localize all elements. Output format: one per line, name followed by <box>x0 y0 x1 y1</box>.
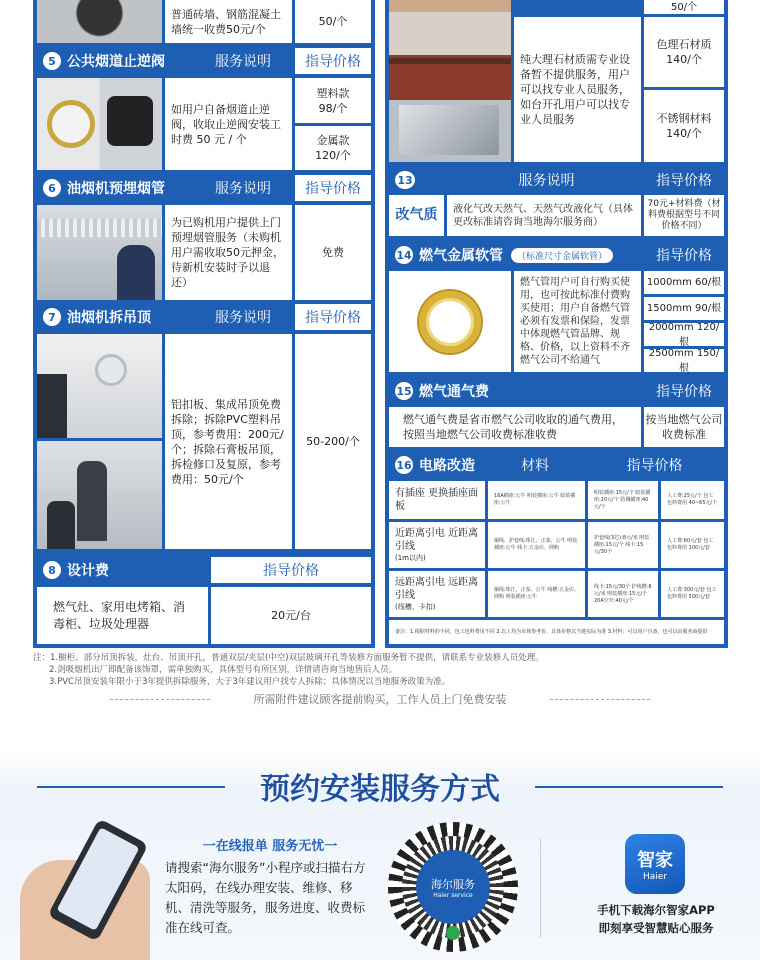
section-6-col-desc: 服务说明 <box>191 175 295 201</box>
section-7-price: 50-200/个 <box>295 334 371 549</box>
s16-notes: 备注：1.根据材料的不同，包工包料费用不同 2.以上均为市场参考价，具体价格以当地实际为准 3.材料：可以用户自备，也可以由服务商提供 <box>389 620 724 644</box>
section-16-col-material: 材料 <box>485 452 585 478</box>
wall-drill-desc: 普通砖墙、钢筋混凝土墙统一收费50元/个 <box>165 0 292 43</box>
countertop-desc: 纯大理石材质需专业设备暂不提供服务，用户可以找专业人员服务，如台开孔用户可以找专业人员服务 <box>514 17 641 162</box>
attach-note: 所需附件建议顾客提前购买，工作人员上门免费安装 <box>253 693 507 706</box>
section-14-price-2: 1500mm 90/根 <box>644 297 724 320</box>
phone-hand-illustration <box>0 820 150 960</box>
section-7-desc: 铝扣板、集成吊顶免费拆除；拆除PVC塑料吊顶，参考费用：200元/个；拆除石膏板吊顶，拆检修口及复原，参考费用：50元/个 <box>165 334 292 549</box>
qr-label-cn: 海尔服务 <box>431 877 475 891</box>
s16-row1-material: 16A插座:公牛 明装插座:公牛 暗装插座:公牛 <box>488 481 585 519</box>
section-13-desc: 液化气改天然气、天然气改液化气（具体更改标准请咨询当地海尔服务商） <box>447 195 641 236</box>
qr-sun-code <box>388 822 518 952</box>
booking-title-line-right <box>535 786 723 788</box>
s16-row2-label: 近距离引电 近距离引线 (1m以内) <box>389 522 485 568</box>
booking-title-line-left <box>37 786 225 788</box>
section-14-price-4: 2500mm 150/根 <box>644 349 724 372</box>
section-5-col-price: 指导价格 <box>295 48 371 74</box>
section-13-price: 70元+材料费（材料费根据型号不同价格不同） <box>644 195 724 236</box>
app-icon-text: 智家 <box>637 850 673 871</box>
app-icon-brand: Haier <box>642 872 668 882</box>
section-5-col-desc: 服务说明 <box>191 48 295 74</box>
footnotes <box>33 652 733 688</box>
section-14-title: 14 燃气金属软管 （标准尺寸金属软管） <box>389 242 644 268</box>
section-5-desc: 如用户自备烟道止逆阀，收取止逆阀安装工时费 50 元 / 个 <box>165 78 292 170</box>
check-valve-photo <box>37 78 162 170</box>
section-13-num: 13 <box>389 168 449 192</box>
app-download-line2: 即刻享受智慧贴心服务 <box>598 921 714 935</box>
qr-label-en: Haier service <box>433 891 473 899</box>
section-15-desc: 燃气通气费是省市燃气公司收取的通气费用，按照当地燃气公司收费标准收费 <box>389 407 641 447</box>
s16-row3-material: 铜线:珠江、正泰、公牛 线槽:五金店、网购 明装插座:公牛 <box>488 571 585 617</box>
section-7-title: 7 油烟机拆吊顶 <box>37 304 191 330</box>
section-14-price-3: 2000mm 120/根 <box>644 323 724 346</box>
s16-row1-price1: 明装插座:15元/个 暗装插座:20元/个 防溅插座:40元/个 <box>588 481 658 519</box>
s16-row3-price1: 线卡:15元/30个 护线槽:8元/米 明装插座:15元/个 20A空开:40元/个 <box>588 571 658 617</box>
section-6-col-price: 指导价格 <box>295 175 371 201</box>
wall-drill-photo <box>37 0 162 43</box>
duct-install-photo <box>37 205 162 300</box>
section-6-price: 免费 <box>295 205 371 300</box>
section-15-price: 按当地燃气公司收费标准 <box>644 407 724 447</box>
section-7-col-desc: 服务说明 <box>191 304 295 330</box>
section-8-title: 8 设计费 <box>37 557 211 583</box>
s16-row3-label: 远距离引电 远距离引线 (线槽、卡扣) <box>389 571 485 617</box>
wall-drill-price: 50/个 <box>295 0 371 43</box>
booking-slogan: 一在线报单 服务无忧一 <box>202 839 338 854</box>
section-6-desc: 为已购机用户提供上门预埋烟管服务（未购机用户需收取50元押金，待新机安装时予以退还） <box>165 205 292 300</box>
countertop-price-steel: 不锈钢材料 140/个 <box>644 90 724 162</box>
section-15-title: 15 燃气通气费 <box>389 378 644 404</box>
section-8-desc: 燃气灶、家用电烤箱、消毒柜、垃圾处理器 <box>37 587 208 644</box>
booking-divider <box>540 838 541 938</box>
section-8-price: 20元/台 <box>211 587 371 644</box>
s16-row2-material: 铜线、护套线:珠江、正泰、公牛 明装插座:公牛 线卡:五金店、网购 <box>488 522 585 568</box>
section-7-col-price: 指导价格 <box>295 304 371 330</box>
section-5-price-metal: 金属款 120/个 <box>295 126 371 170</box>
app-download-line1: 手机下载海尔智家APP <box>597 903 715 917</box>
footnote-3: 3.PVC吊顶安装年限小于3年提供拆除服务，大于3年建议用户找专人拆除；具体情况以当地服务政策为准。 <box>49 677 451 687</box>
section-14-price-1: 1000mm 60/根 <box>644 271 724 294</box>
footnote-1: 注：1.橱柜、部分吊顶拆装，灶台、吊顶开孔，普通双层/夹层(中空)双层玻璃开孔等装修方面服务暂不提供，请联系专业装修人员处理。 <box>33 653 544 663</box>
section-6-title: 6 油烟机预埋烟管 <box>37 175 191 201</box>
gas-hose-photo <box>389 271 511 372</box>
ceiling-removal-photo-1 <box>37 334 162 438</box>
haier-app-icon[interactable] <box>625 834 685 894</box>
section-14-col-price: 指导价格 <box>644 242 724 268</box>
section-14-desc: 燃气管用户可自行购买使用，也可按此标准付费购买使用；用户自备燃气管必须有发票和保险，发票中体现燃气管品牌、规格、价格，以上资料不齐燃气公司不给通气 <box>514 271 641 372</box>
s16-row2-price2: 人工费:60元/套 包工包料费用 100元/套 <box>661 522 724 568</box>
section-16-title: 16 电路改造 <box>389 452 485 478</box>
section-15-col-price: 指导价格 <box>644 378 724 404</box>
mini-program-icon <box>446 926 460 940</box>
section-16-col-price: 指导价格 <box>585 452 724 478</box>
booking-title: 预约安装服务方式 <box>260 772 500 807</box>
s16-row1-price2: 人工费:25元/个 包工包料费用 40~65元/个 <box>661 481 724 519</box>
section-5-price-plastic: 塑料款 98/个 <box>295 78 371 123</box>
ceiling-removal-photo-2 <box>37 441 162 549</box>
section-13-label: 改气质 <box>389 195 444 236</box>
s16-row1-label: 有插座 更换插座面板 <box>389 481 485 519</box>
countertop-price-marble: 色理石材质 140/个 <box>644 17 724 87</box>
s16-row2-price1: 护套线(3芯):8元/米 明装插座:15元/个 线卡:15元/30个 <box>588 522 658 568</box>
section-5-title: 5 公共烟道止逆阀 <box>37 48 191 74</box>
section-13-col-desc: 服务说明 <box>449 168 644 192</box>
countertop-price-top: 50/个 <box>644 0 724 14</box>
footnote-2: 2.剑吸烟机出厂即配备该饰罩，需单独购买，具体型号有所区别，详情请咨询当地售后人员。 <box>49 665 398 675</box>
booking-desc: 请搜索“海尔服务”小程序或扫描右方太阳码，在线办理安装、维修、移机、清洗等服务，服务进度、收费标准在线可查。 <box>165 860 366 935</box>
section-8-col-price: 指导价格 <box>211 557 371 583</box>
countertop-photo <box>389 0 511 162</box>
section-13-col-price: 指导价格 <box>644 168 724 192</box>
s16-row3-price2: 人工费:300元/套 包工包料费用 500元/套 <box>661 571 724 617</box>
